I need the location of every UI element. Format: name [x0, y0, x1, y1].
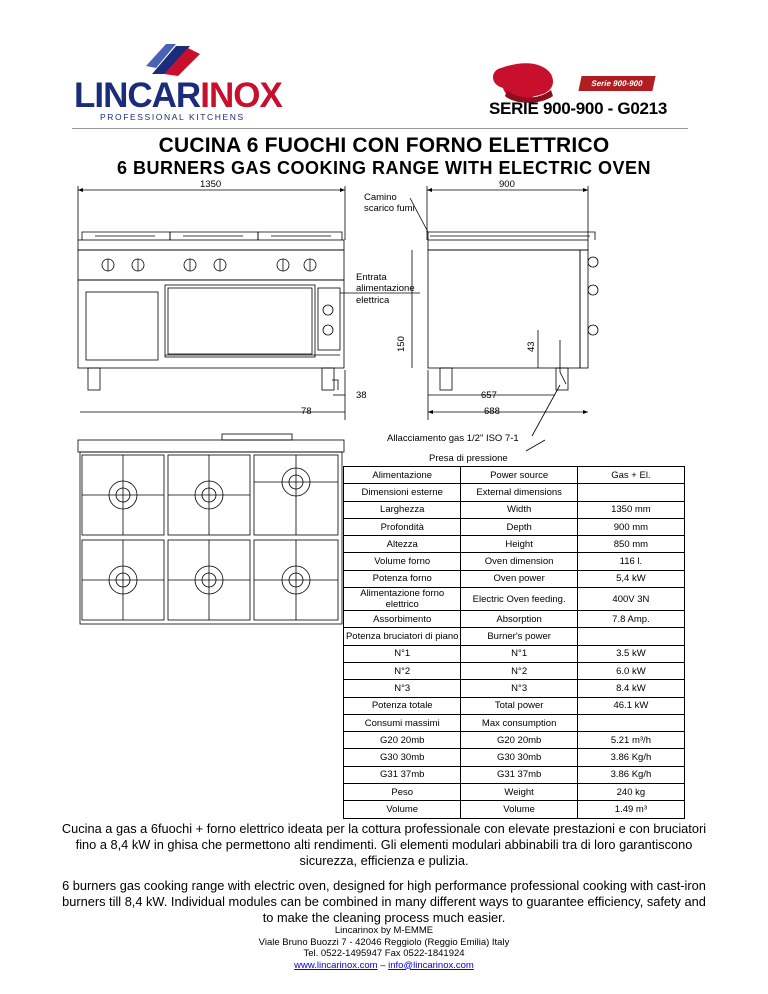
spec-row — [344, 697, 685, 714]
spec-row — [344, 662, 685, 679]
top-view-burners — [78, 434, 344, 624]
brand-subtitle: PROFESSIONAL KITCHENS — [100, 112, 245, 122]
pressure-point-label: Presa di pressione — [429, 453, 508, 464]
spec-cell-value — [577, 714, 684, 731]
spec-cell-en: Power source — [461, 467, 577, 484]
spec-cell-en: Electric Oven feeding. — [461, 588, 577, 611]
spec-cell-it: Assorbimento — [344, 611, 461, 628]
spec-cell-value: 116 l. — [577, 553, 684, 570]
spec-cell-en: N°3 — [461, 680, 577, 697]
spec-cell-it: N°1 — [344, 645, 461, 662]
spec-cell-value: 1.49 m³ — [577, 801, 684, 818]
dim-657-label: 657 — [481, 390, 497, 401]
spec-cell-en: Burner's power — [461, 628, 577, 645]
spec-cell-en: Volume — [461, 801, 577, 818]
spec-row — [344, 518, 685, 535]
spec-row — [344, 749, 685, 766]
spec-cell-en: Oven power — [461, 570, 577, 587]
spec-row — [344, 570, 685, 587]
series-code: SERIE 900-900 - G0213 — [489, 99, 667, 118]
series-tag: Serie 900-900 — [578, 76, 655, 91]
spec-cell-value: 5.21 m³/h — [577, 732, 684, 749]
spec-cell-value: 3.5 kW — [577, 645, 684, 662]
dim-150-label: 150 — [396, 336, 407, 352]
spec-cell-it: Profondità — [344, 518, 461, 535]
page-title-english: 6 BURNERS GAS COOKING RANGE WITH ELECTRIC OVEN — [116, 158, 652, 178]
spec-cell-value: 5,4 kW — [577, 570, 684, 587]
spec-cell-it: Dimensioni esterne — [344, 484, 461, 501]
description-english: 6 burners gas cooking range with electric oven, designed for high performance professional cooking with cast-iron burners till 8,4 kW. Individual modules can be combined in many different ways to guarantee efficiency, safety and to make the cleaning process much easier. — [62, 878, 706, 925]
spec-cell-value: 3.86 Kg/h — [577, 749, 684, 766]
spec-row — [344, 645, 685, 662]
spec-cell-en: G31 37mb — [461, 766, 577, 783]
spec-cell-value: 6.0 kW — [577, 662, 684, 679]
spec-cell-value: 46.1 kW — [577, 697, 684, 714]
description-italian: Cucina a gas a 6fuochi + forno elettrico ideata per la cottura professionale con elevate prestazioni e con bruciatori fino a 8,4 kW in ghisa che permettono alti rendimenti. Gli elementi modulari abbinabili tra di loro garantiscono sicurezza, efficienza e pulizia. — [61, 821, 707, 868]
spec-cell-it: G20 20mb — [344, 732, 461, 749]
spec-table — [343, 466, 685, 819]
spec-cell-it: Alimentazione — [344, 467, 461, 484]
spec-cell-en: Depth — [461, 518, 577, 535]
spec-cell-value — [577, 628, 684, 645]
footer — [0, 925, 768, 971]
spec-cell-en: Max consumption — [461, 714, 577, 731]
spec-row — [344, 680, 685, 697]
spec-cell-it: N°2 — [344, 662, 461, 679]
spec-cell-value: Gas + El. — [577, 467, 684, 484]
spec-cell-en: Absorption — [461, 611, 577, 628]
spec-cell-en: Total power — [461, 697, 577, 714]
spec-row — [344, 501, 685, 518]
spec-cell-it: Altezza — [344, 536, 461, 553]
spec-cell-it: N°3 — [344, 680, 461, 697]
power-entry-label: Entrata alimentazione elettrica — [356, 272, 415, 306]
spec-cell-it: Volume forno — [344, 553, 461, 570]
spec-cell-value: 7.8 Amp. — [577, 611, 684, 628]
front-view-pan-supports — [82, 232, 342, 240]
spec-cell-value: 8.4 kW — [577, 680, 684, 697]
dim-78-label: 78 — [301, 406, 312, 417]
spec-cell-en: G20 20mb — [461, 732, 577, 749]
spec-cell-it: G31 37mb — [344, 766, 461, 783]
spec-row — [344, 766, 685, 783]
spec-cell-en: Oven dimension — [461, 553, 577, 570]
spec-cell-en: Height — [461, 536, 577, 553]
website-link[interactable]: www.lincarinox.com — [294, 959, 378, 971]
gas-connection-label: Allacciamento gas 1/2" ISO 7-1 — [387, 433, 519, 444]
spec-cell-value: 900 mm — [577, 518, 684, 535]
spec-row — [344, 553, 685, 570]
side-view — [428, 232, 598, 390]
spec-row — [344, 732, 685, 749]
spec-cell-en: N°2 — [461, 662, 577, 679]
spec-cell-en: External dimensions — [461, 484, 577, 501]
spec-row — [344, 536, 685, 553]
spec-row — [344, 784, 685, 801]
brand-wordmark: LINCARINOX — [74, 76, 282, 115]
footer-separator: – — [377, 959, 389, 971]
spec-cell-value: 1350 mm — [577, 501, 684, 518]
dim-width-label: 1350 — [200, 179, 222, 190]
spec-cell-en: Width — [461, 501, 577, 518]
footer-address: Viale Bruno Buozzi 7 - 42046 Reggiolo (Reggio Emilia) Italy — [258, 936, 510, 948]
page-title-italian: CUCINA 6 FUOCHI CON FORNO ELETTRICO — [158, 134, 610, 157]
spec-cell-value: 3.86 Kg/h — [577, 766, 684, 783]
spec-cell-it: Alimentazione forno elettrico — [344, 588, 461, 611]
spec-row — [344, 801, 685, 818]
spec-row — [344, 628, 685, 645]
spec-row — [344, 714, 685, 731]
footer-phones: Tel. 0522-1495947 Fax 0522-1841924 — [303, 948, 465, 960]
spec-cell-en: G30 30mb — [461, 749, 577, 766]
spec-cell-value — [577, 484, 684, 501]
spec-row — [344, 467, 685, 484]
email-link[interactable]: info@lincarinox.com — [388, 959, 474, 971]
spec-cell-it: Potenza bruciatori di piano — [344, 628, 461, 645]
spec-row — [344, 588, 685, 611]
dim-depth-label: 900 — [499, 179, 515, 190]
front-view-knobs — [102, 259, 316, 271]
dim-43-label: 43 — [526, 341, 537, 352]
spec-cell-it: Peso — [344, 784, 461, 801]
dim-38-label: 38 — [356, 390, 367, 401]
spec-cell-en: Weight — [461, 784, 577, 801]
spec-cell-value: 400V 3N — [577, 588, 684, 611]
spec-cell-value: 850 mm — [577, 536, 684, 553]
spec-cell-it: Potenza totale — [344, 697, 461, 714]
spec-row — [344, 611, 685, 628]
flue-label: Camino scarico fumi — [364, 192, 415, 215]
spec-cell-it: Larghezza — [344, 501, 461, 518]
spec-cell-en: N°1 — [461, 645, 577, 662]
spec-cell-it: G30 30mb — [344, 749, 461, 766]
dim-688-label: 688 — [484, 406, 500, 417]
spec-row — [344, 484, 685, 501]
spec-cell-it: Potenza forno — [344, 570, 461, 587]
footer-company: Lincarinox by M-EMME — [334, 925, 434, 936]
spec-cell-it: Consumi massimi — [344, 714, 461, 731]
spec-cell-it: Volume — [344, 801, 461, 818]
spec-cell-value: 240 kg — [577, 784, 684, 801]
